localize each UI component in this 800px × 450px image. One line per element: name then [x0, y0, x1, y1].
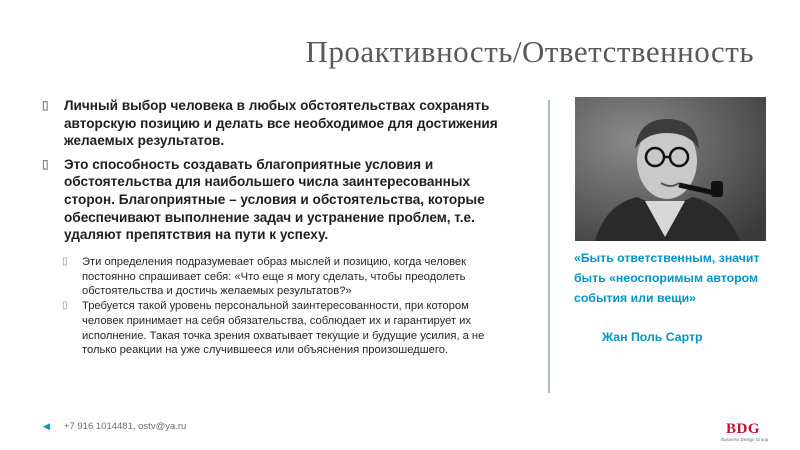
logo-subtitle: Business Design Group: [721, 437, 769, 442]
main-bullet: [42, 156, 512, 244]
sub-bullet-marker-icon: ▯: [62, 300, 68, 312]
sub-bullet: [62, 299, 492, 358]
vertical-divider: [548, 100, 550, 393]
bdg-logo: [721, 421, 769, 443]
footer-contact: +7 916 1014481, ostv@ya.ru: [63, 421, 187, 432]
main-bullet-list: [42, 97, 512, 250]
bullet-marker-icon: ▯: [42, 156, 49, 171]
slide-title: Проактивность/Ответственность: [305, 34, 754, 69]
author-portrait-photo: [575, 97, 766, 241]
sub-bullet-marker-icon: ▯: [62, 256, 68, 267]
main-bullet: [42, 97, 512, 150]
bullet-marker-icon: ▯: [42, 98, 49, 112]
sub-bullet-list: [62, 255, 492, 358]
quote-author: Жан Поль Сартр: [602, 330, 703, 344]
portrait-illustration: [575, 97, 766, 241]
sub-bullet: [62, 255, 492, 299]
main-bullet-text: Личный выбор человека в любых обстоятельствах сохранять авторскую позицию и делать все необходимое для достижения желаемых результатов.: [64, 98, 498, 149]
footer: [43, 421, 186, 432]
footer-arrow-icon: ◀: [43, 421, 50, 431]
sartre-quote: «Быть ответственным, значит быть «неоспоримым автором события или вещи»: [574, 251, 760, 305]
sub-bullet-text: Эти определения подразумевает образ мыслей и позицию, когда человек постоянно спрашивает себя: «Что еще я могу сделать, чтобы преодолеть обстоятельства и достичь желаемых результатов?»: [82, 256, 467, 298]
sub-bullet-text: Требуется такой уровень персональной заинтересованности, при котором человек принимает на себя обязательства, соблюдает их и гарантирует их исполнение. Такая точка зрения охватывает текущие и будущие усилия, а не только реакции на уже случившееся или объяснения произошедшего.: [82, 300, 485, 357]
logo-wordmark: BDG: [725, 421, 760, 437]
main-bullet-text: Это способность создавать благоприятные условия и обстоятельства для наибольшего числа заинтересованных сторон. Благоприятные – условия и обстоятельства, которые обеспечивают выполнение задач и устранение проблем, т.е. удаляют препятствия на пути к успеху.: [64, 156, 485, 243]
